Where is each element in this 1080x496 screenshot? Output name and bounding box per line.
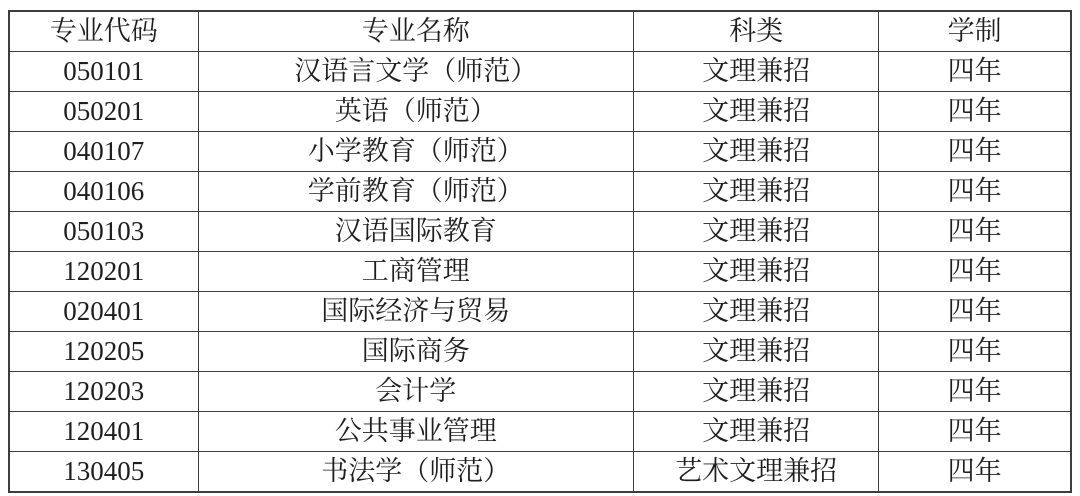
cell-major-name: 公共事业管理 (198, 412, 633, 452)
cell-duration: 四年 (879, 52, 1071, 92)
table-row (9, 452, 1071, 493)
cell-category: 文理兼招 (633, 332, 878, 372)
cell-category: 文理兼招 (633, 212, 878, 252)
cell-major-name: 汉语言文学（师范） (198, 52, 633, 92)
cell-major-code: 050103 (9, 212, 198, 252)
cell-major-name: 书法学（师范） (198, 452, 633, 493)
table-row (9, 212, 1071, 252)
table-row (9, 332, 1071, 372)
header-row (9, 11, 1071, 52)
cell-major-name: 英语（师范） (198, 92, 633, 132)
cell-category: 文理兼招 (633, 292, 878, 332)
cell-major-name: 学前教育（师范） (198, 172, 633, 212)
cell-duration: 四年 (879, 92, 1071, 132)
cell-major-code: 120203 (9, 372, 198, 412)
cell-duration: 四年 (879, 172, 1071, 212)
cell-major-code: 040106 (9, 172, 198, 212)
column-header-duration: 学制 (879, 11, 1071, 52)
table-row (9, 92, 1071, 132)
cell-category: 文理兼招 (633, 172, 878, 212)
cell-major-name: 国际商务 (198, 332, 633, 372)
cell-major-name: 国际经济与贸易 (198, 292, 633, 332)
table-row (9, 252, 1071, 292)
cell-major-name: 汉语国际教育 (198, 212, 633, 252)
column-header-major-code: 专业代码 (9, 11, 198, 52)
cell-duration: 四年 (879, 252, 1071, 292)
cell-duration: 四年 (879, 292, 1071, 332)
cell-major-code: 120201 (9, 252, 198, 292)
cell-category: 文理兼招 (633, 92, 878, 132)
table-row (9, 132, 1071, 172)
cell-major-name: 小学教育（师范） (198, 132, 633, 172)
cell-category: 文理兼招 (633, 132, 878, 172)
cell-major-code: 050101 (9, 52, 198, 92)
table-row (9, 412, 1071, 452)
cell-duration: 四年 (879, 452, 1071, 493)
cell-duration: 四年 (879, 332, 1071, 372)
cell-category: 文理兼招 (633, 412, 878, 452)
cell-category: 文理兼招 (633, 252, 878, 292)
column-header-major-name: 专业名称 (198, 11, 633, 52)
cell-major-code: 040107 (9, 132, 198, 172)
cell-major-code: 050201 (9, 92, 198, 132)
cell-major-code: 130405 (9, 452, 198, 493)
cell-category: 文理兼招 (633, 372, 878, 412)
table-row (9, 52, 1071, 92)
table-row (9, 292, 1071, 332)
table-row (9, 372, 1071, 412)
cell-category: 文理兼招 (633, 52, 878, 92)
cell-major-name: 工商管理 (198, 252, 633, 292)
cell-major-name: 会计学 (198, 372, 633, 412)
cell-major-code: 020401 (9, 292, 198, 332)
cell-major-code: 120205 (9, 332, 198, 372)
majors-table (8, 10, 1072, 493)
cell-duration: 四年 (879, 212, 1071, 252)
table-row (9, 172, 1071, 212)
cell-major-code: 120401 (9, 412, 198, 452)
cell-duration: 四年 (879, 412, 1071, 452)
cell-duration: 四年 (879, 132, 1071, 172)
column-header-category: 科类 (633, 11, 878, 52)
cell-duration: 四年 (879, 372, 1071, 412)
cell-category: 艺术文理兼招 (633, 452, 878, 493)
